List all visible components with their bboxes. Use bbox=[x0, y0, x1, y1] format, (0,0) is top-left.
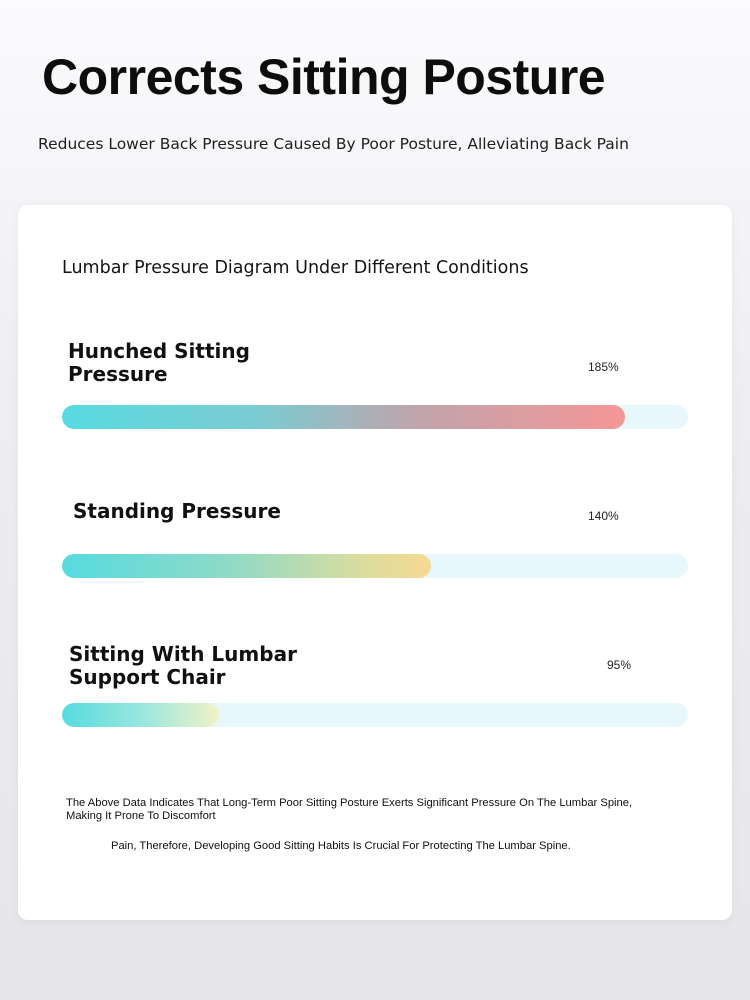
row-label-lumbar-support bbox=[69, 643, 309, 689]
footnote-conclusion: Pain, Therefore, Developing Good Sitting Habits Is Crucial For Protecting The Lumbar Spine. bbox=[111, 840, 571, 852]
footnote-line: The Above Data Indicates That Long-Term Poor Sitting Posture Exerts Significant Pressure On The Lumbar Spine, bbox=[66, 797, 633, 809]
progress-track-lumbar-support bbox=[62, 703, 688, 727]
row-label-line: Support Chair bbox=[69, 665, 226, 689]
row-value-standing: 140% bbox=[588, 509, 619, 523]
footnote-line: Making It Prone To Discomfort bbox=[66, 810, 216, 822]
progress-track-standing bbox=[62, 554, 688, 578]
row-label-line: Standing Pressure bbox=[73, 499, 281, 523]
progress-fill-standing bbox=[62, 554, 431, 578]
diagram-title: Lumbar Pressure Diagram Under Different Conditions bbox=[62, 258, 529, 278]
row-value-hunched-sitting: 185% bbox=[588, 360, 619, 374]
progress-fill-hunched-sitting bbox=[62, 405, 625, 429]
page-title: Corrects Sitting Posture bbox=[42, 49, 606, 105]
row-label-hunched-sitting bbox=[68, 340, 308, 386]
row-label-line: Sitting With Lumbar bbox=[69, 642, 297, 666]
footnote-text bbox=[66, 797, 706, 823]
progress-fill-lumbar-support bbox=[62, 703, 219, 727]
row-label-line: Pressure bbox=[68, 362, 168, 386]
page-subtitle: Reduces Lower Back Pressure Caused By Poor Posture, Alleviating Back Pain bbox=[38, 135, 629, 153]
pressure-diagram-card bbox=[18, 205, 732, 920]
progress-track-hunched-sitting bbox=[62, 405, 688, 429]
row-value-lumbar-support: 95% bbox=[607, 658, 632, 672]
row-label-standing bbox=[73, 500, 313, 523]
row-label-line: Hunched Sitting bbox=[68, 339, 250, 363]
